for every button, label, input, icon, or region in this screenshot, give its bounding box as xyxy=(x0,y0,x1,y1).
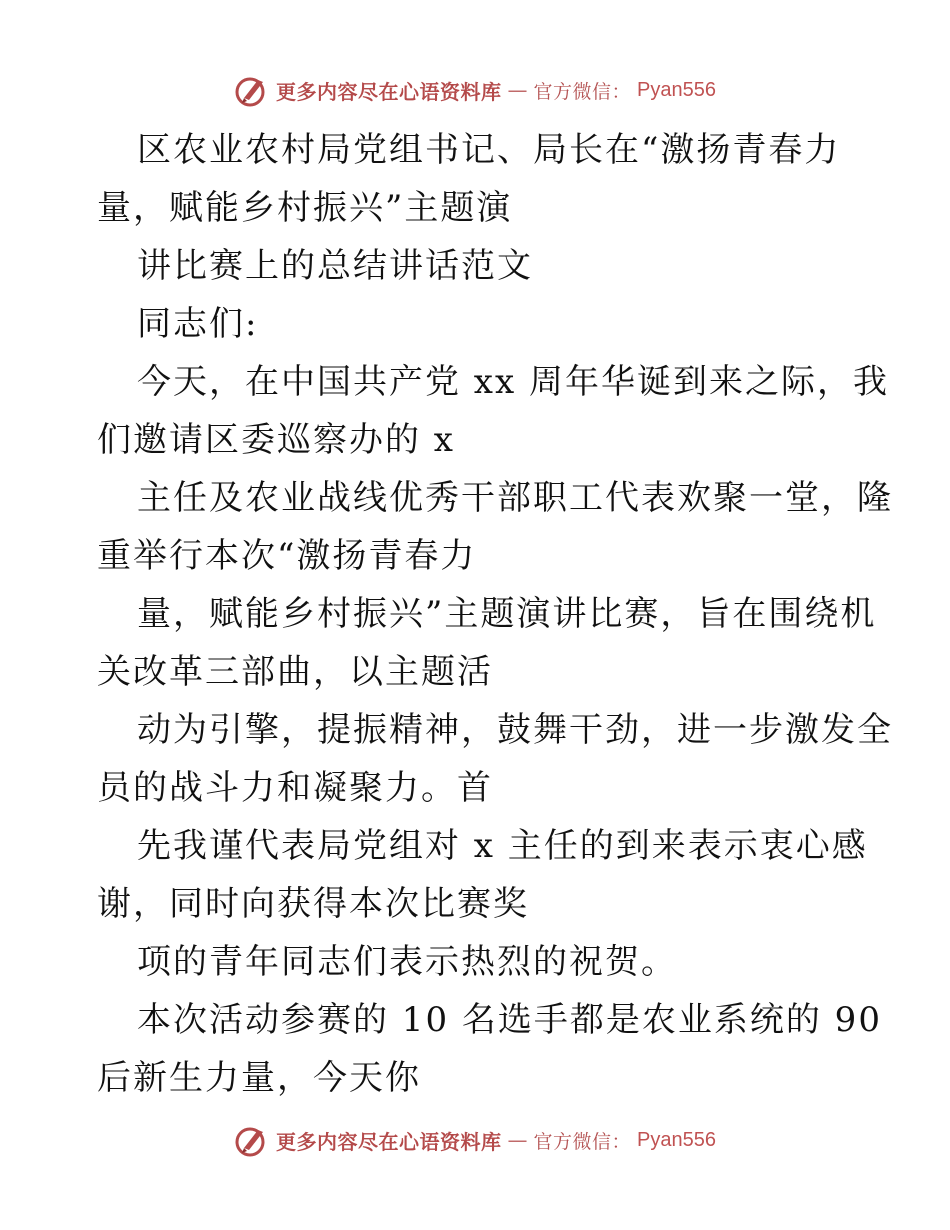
document-line: 们邀请区委巡察办的 x xyxy=(97,420,455,460)
document-line: 员的战斗力和凝聚力。首 xyxy=(97,768,493,808)
watermark-header xyxy=(0,70,950,110)
document-line: 先我谨代表局党组对 x 主任的到来表示衷心感 xyxy=(137,826,868,866)
document-line: 重举行本次“激扬青春力 xyxy=(97,536,477,576)
watermark-sub-text: 官方微信： xyxy=(533,1130,632,1153)
watermark-sub-text: 官方微信： xyxy=(533,80,632,103)
watermark-separator: — xyxy=(507,1128,528,1152)
document-line: 量，赋能乡村振兴”主题演讲比赛，旨在围绕机 xyxy=(137,594,877,634)
document-line: 后新生力量，今天你 xyxy=(97,1058,421,1098)
document-line: 同志们: xyxy=(137,304,259,344)
document-body xyxy=(97,121,893,1107)
watermark-account-id: Pyan556 xyxy=(637,1128,716,1151)
brush-pen-logo-icon xyxy=(234,1122,270,1158)
document-line: 关改革三部曲，以主题活 xyxy=(97,652,493,692)
document-line: 主任及农业战线优秀干部职工代表欢聚一堂，隆 xyxy=(137,478,893,518)
watermark-account-id: Pyan556 xyxy=(637,78,716,101)
watermark-footer xyxy=(0,1120,950,1160)
document-line: 今天，在中国共产党 xx 周年华诞到来之际，我 xyxy=(137,362,889,402)
watermark-main-text: 更多内容尽在心语资料库 xyxy=(276,1129,502,1154)
brush-pen-logo-icon xyxy=(234,72,270,108)
document-line: 动为引擎，提振精神，鼓舞干劲，进一步激发全 xyxy=(137,710,893,750)
watermark-main-text: 更多内容尽在心语资料库 xyxy=(276,79,502,104)
document-line: 区农业农村局党组书记、局长在“激扬青春力 xyxy=(137,130,841,170)
document-line: 量，赋能乡村振兴”主题演 xyxy=(97,188,513,228)
document-line: 本次活动参赛的 10 名选手都是农业系统的 90 xyxy=(137,1000,882,1040)
document-line: 谢，同时向获得本次比赛奖 xyxy=(97,884,529,924)
document-line: 讲比赛上的总结讲话范文 xyxy=(137,246,533,286)
watermark-separator: — xyxy=(507,78,528,102)
document-line: 项的青年同志们表示热烈的祝贺。 xyxy=(137,942,677,982)
